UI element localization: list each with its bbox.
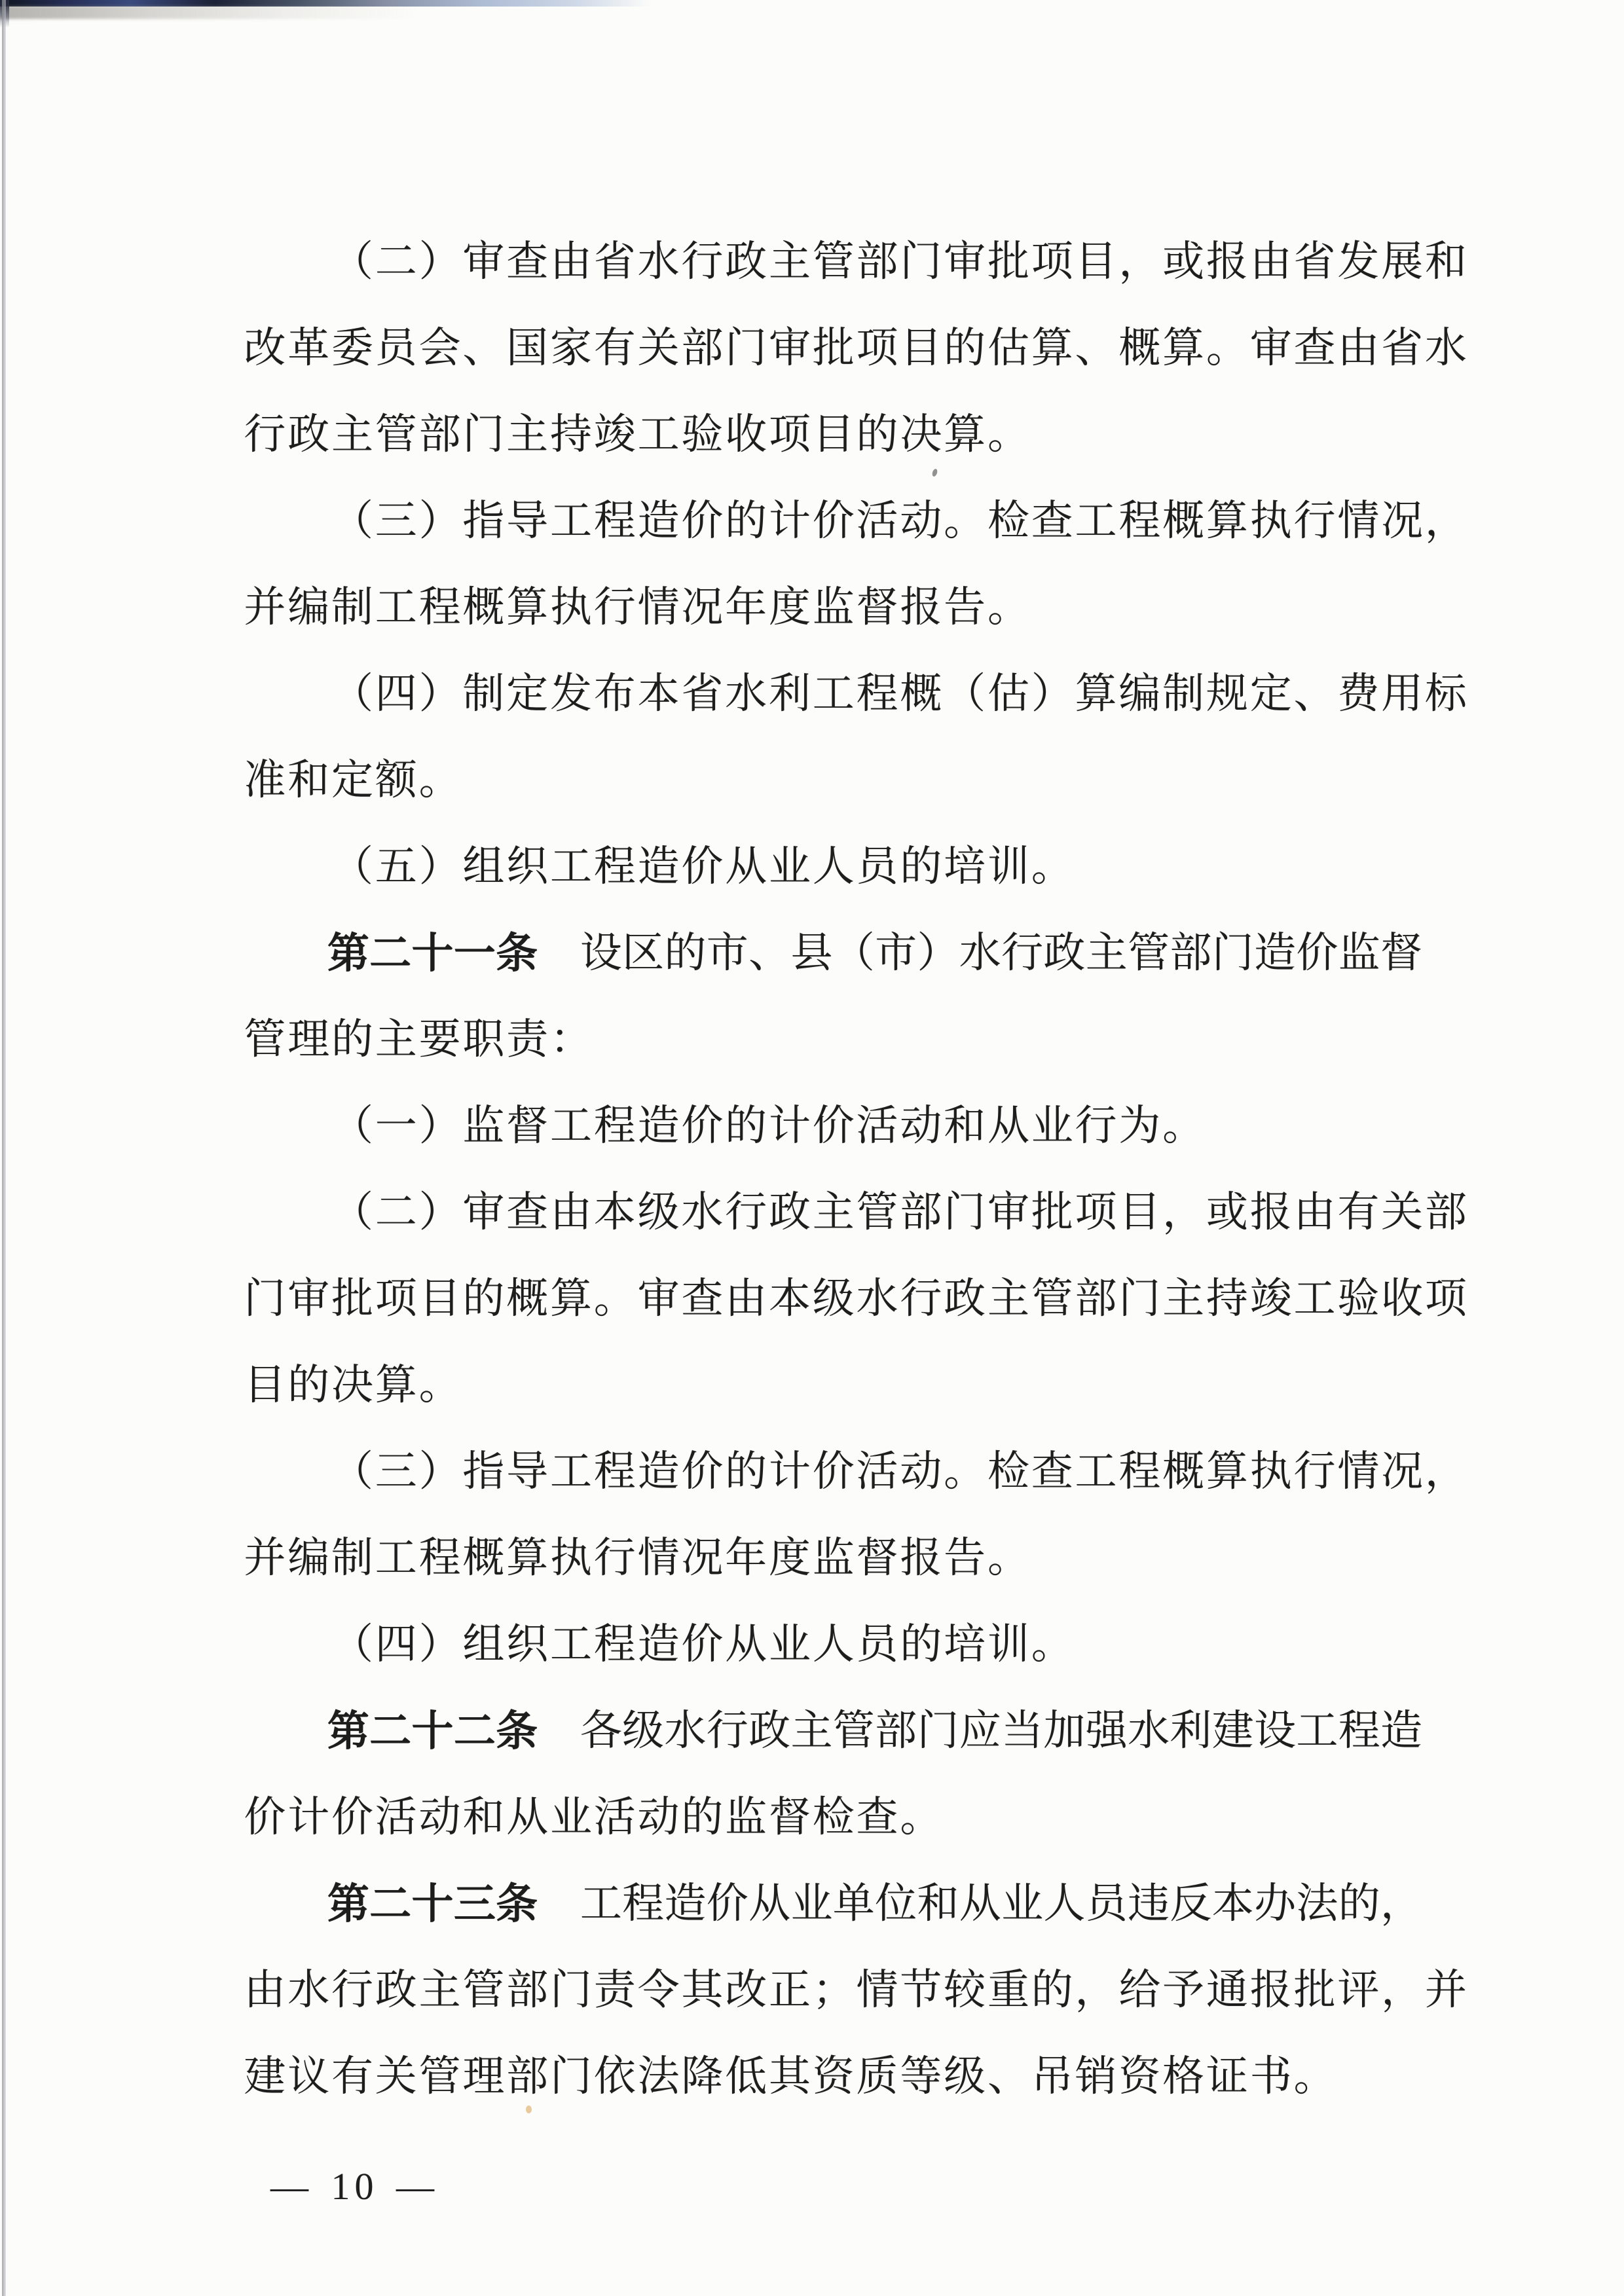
line-text: 目的决算。 xyxy=(244,1362,461,1408)
text-line xyxy=(243,1774,943,1861)
text-line xyxy=(331,219,1468,305)
text-line xyxy=(243,1256,1467,1342)
line-text: 并编制工程概算执行情况年度监督报告。 xyxy=(244,584,1029,630)
text-line xyxy=(243,996,593,1083)
article-number: 第二十一条 xyxy=(327,930,538,977)
text-line xyxy=(327,1688,1423,1774)
line-text: （三）指导工程造价的计价活动。检查工程概算执行情况， xyxy=(331,1448,1467,1495)
text-line xyxy=(331,478,1468,564)
line-text: 设区的市、县（市）水行政主管部门造价监督 xyxy=(580,930,1423,976)
line-text: 建议有关管理部门依法降低其资质等级、吊销资格证书。 xyxy=(244,2053,1336,2100)
text-line xyxy=(243,737,462,824)
text-line xyxy=(327,1861,1423,1947)
article-number: 第二十二条 xyxy=(327,1707,538,1755)
line-text: （四）制定发布本省水利工程概（估）算编制规定、费用标 xyxy=(331,670,1467,717)
scan-edge-smear xyxy=(0,6,419,19)
text-line xyxy=(331,1169,1468,1256)
line-text: 由水行政主管部门责令其改正；情节较重的，给予通报批评，并 xyxy=(244,1967,1467,2013)
article-number: 第二十三条 xyxy=(327,1880,538,1927)
line-text: （四）组织工程造价从业人员的培训。 xyxy=(331,1621,1073,1667)
line-text: （一）监督工程造价的计价活动和从业行为。 xyxy=(331,1102,1205,1149)
line-text: 准和定额。 xyxy=(244,757,461,803)
line-text: 并编制工程概算执行情况年度监督报告。 xyxy=(244,1535,1029,1581)
scan-edge-artifact-left xyxy=(2,0,6,2296)
line-text: 门审批项目的概算。审查由本级水行政主管部门主持竣工验收项 xyxy=(244,1275,1467,1322)
text-line xyxy=(243,305,1467,392)
text-line xyxy=(331,1601,1075,1688)
text-line xyxy=(243,2033,1337,2120)
line-text: （二）审查由本级水行政主管部门审批项目，或报由有关部 xyxy=(331,1189,1467,1235)
text-line xyxy=(243,1947,1467,2033)
line-text: （五）组织工程造价从业人员的培训。 xyxy=(331,843,1073,890)
text-line xyxy=(327,910,1423,996)
line-text: （三）指导工程造价的计价活动。检查工程概算执行情况， xyxy=(331,498,1467,544)
text-line xyxy=(243,392,1030,478)
line-text: 价计价活动和从业活动的监督检查。 xyxy=(244,1794,942,1840)
text-line xyxy=(331,1083,1206,1169)
line-text: 工程造价从业单位和从业人员违反本办法的， xyxy=(580,1880,1423,1927)
line-text: 管理的主要职责： xyxy=(244,1016,592,1063)
text-line xyxy=(243,564,1030,651)
line-text: （二）审查由省水行政主管部门审批项目，或报由省发展和 xyxy=(331,238,1467,285)
page-number: — 10 — xyxy=(270,2165,439,2208)
line-text: 行政主管部门主持竣工验收项目的决算。 xyxy=(244,411,1029,458)
line-text: 改革委员会、国家有关部门审批项目的估算、概算。审查由省水 xyxy=(244,325,1467,371)
text-line xyxy=(331,1429,1468,1515)
text-line xyxy=(243,1515,1030,1601)
text-line xyxy=(331,651,1468,737)
text-line xyxy=(243,1342,462,1429)
text-line xyxy=(331,824,1075,910)
line-text: 各级水行政主管部门应当加强水利建设工程造 xyxy=(580,1707,1423,1754)
